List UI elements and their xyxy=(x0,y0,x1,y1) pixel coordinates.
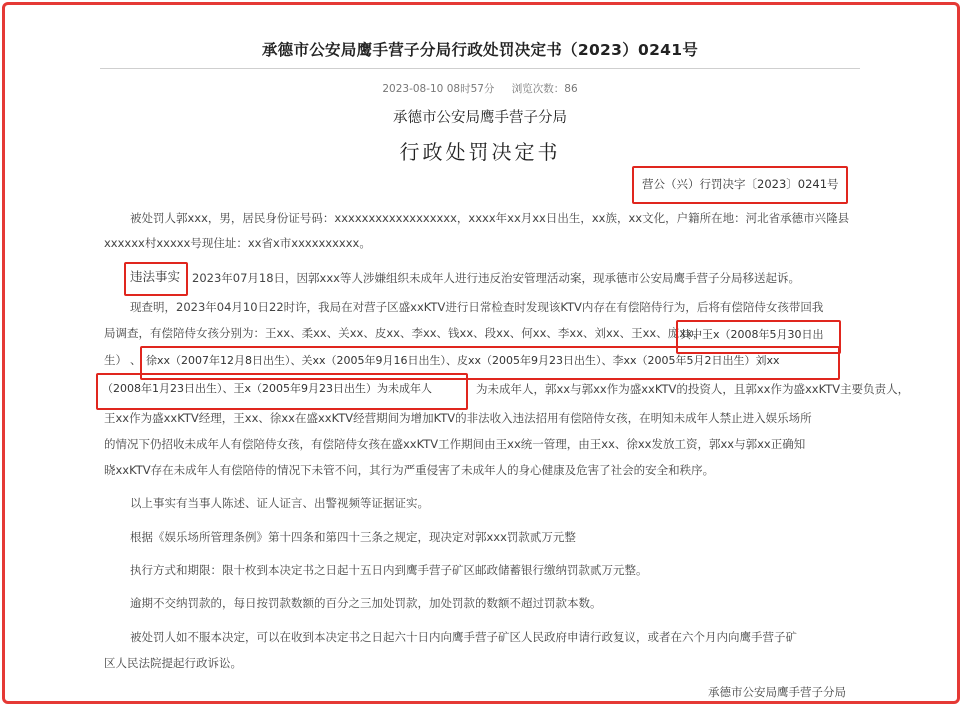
minor-birthdate-highlight: 其中王x（2008年5月30日出 xyxy=(680,328,824,341)
publish-datetime: 2023-08-10 08时57分 xyxy=(382,83,495,95)
legal-basis: 根据《娱乐场所管理条例》第十四条和第四十三条之规定，现决定对郭xxx罚款贰万元整 xyxy=(130,530,576,544)
appeal-clause: 被处罚人如不服本决定，可以在收到本决定书之日起六十日内向鹰手营子矿区人民政府申请行政复议，或者在六个月内向鹰手营子矿 xyxy=(130,630,797,644)
body-line: 晓xxKTV存在未成年人有偿陪侍的情况下未管不问，其行为严重侵害了未成年人的身心健康及危害了社会的安全和秩序。 xyxy=(104,463,715,477)
issuing-authority: 承德市公安局鹰手营子分局 xyxy=(393,110,567,126)
document-number: 营公（兴）行罚决字〔2023〕0241号 xyxy=(642,177,839,191)
late-payment-clause: 逾期不交纳罚款的，每日按罚款数额的百分之三加处罚款，加处罚款的数额不超过罚款本数。 xyxy=(130,596,602,610)
decision-heading: 行政处罚决定书 xyxy=(399,140,561,164)
evidence-statement: 以上事实有当事人陈述、证人证言、出警视频等证据证实。 xyxy=(130,496,429,510)
execution-method: 执行方式和期限：限十枚到本决定书之日起十五日内到鹰手营子矿区邮政储蓄银行缴纳罚款贰万元整。 xyxy=(130,563,648,577)
body-line: 现查明，2023年04月10日22时许，我局在对营子区盛xxKTV进行日常检查时发现该KTV内存在有偿陪侍行为，后将有偿陪侍女孩带回我 xyxy=(130,300,824,314)
minors-list-highlight: 徐xx（2007年12月8日出生）、关xx（2005年9月16日出生）、皮xx（2005年9月23日出生）、李xx（2005年5月2日出生）刘xx xyxy=(146,354,780,367)
issuer-signature: 承德市公安局鹰手营子分局 xyxy=(708,685,846,699)
violation-facts-label: 违法事实 xyxy=(130,269,181,284)
title-divider xyxy=(100,68,860,69)
body-line-fragment: 、 xyxy=(130,353,142,367)
body-line: 的情况下仍招收未成年人有偿陪侍女孩，有偿陪侍女孩在盛xxKTV工作期间由王xx统一管理，由王xx、徐xx发放工资，郭xx与郭xx正确知 xyxy=(104,437,806,451)
document-meta xyxy=(0,81,960,96)
body-line: xxxxxx村xxxxx号现住址：xx省x市xxxxxxxxxx。 xyxy=(104,236,371,250)
body-line: 被处罚人郭xxx，男，居民身份证号码：xxxxxxxxxxxxxxxxxx，xxxx年xx月xx日出生，xx族，xx文化，户籍所在地：河北省承德市兴隆县 xyxy=(130,211,850,225)
document-title: 承德市公安局鹰手营子分局行政处罚决定书（2023）0241号 xyxy=(261,41,699,59)
minors-list-highlight-end: （2008年1月23日出生）、王x（2005年9月23日出生）为未成年人 xyxy=(102,382,432,395)
appeal-clause-cont: 区人民法院提起行政诉讼。 xyxy=(104,656,242,670)
body-line: 为未成年人，郭xx与郭xx作为盛xxKTV的投资人，且郭xx作为盛xxKTV主要负责人， xyxy=(476,382,910,396)
body-line: 局调查，有偿陪侍女孩分别为：王xx、柔xx、关xx、皮xx、李xx、钱xx、段xx、何xx、李xx、刘xx、王xx、庞xx， xyxy=(104,326,705,340)
body-line: 2023年07月18日，因郭xxx等人涉嫌组织未成年人进行违反治安管理活动案，现承德市公安局鹰手营子分局移送起诉。 xyxy=(192,271,800,285)
view-count: 浏览次数：86 xyxy=(511,83,578,95)
body-line-fragment: 生） xyxy=(104,353,127,367)
body-line: 王xx作为盛xxKTV经理，王xx、徐xx在盛xxKTV经营期间为增加KTV的非法收入违法招用有偿陪侍女孩，在明知未成年人禁止进入娱乐场所 xyxy=(104,411,812,425)
